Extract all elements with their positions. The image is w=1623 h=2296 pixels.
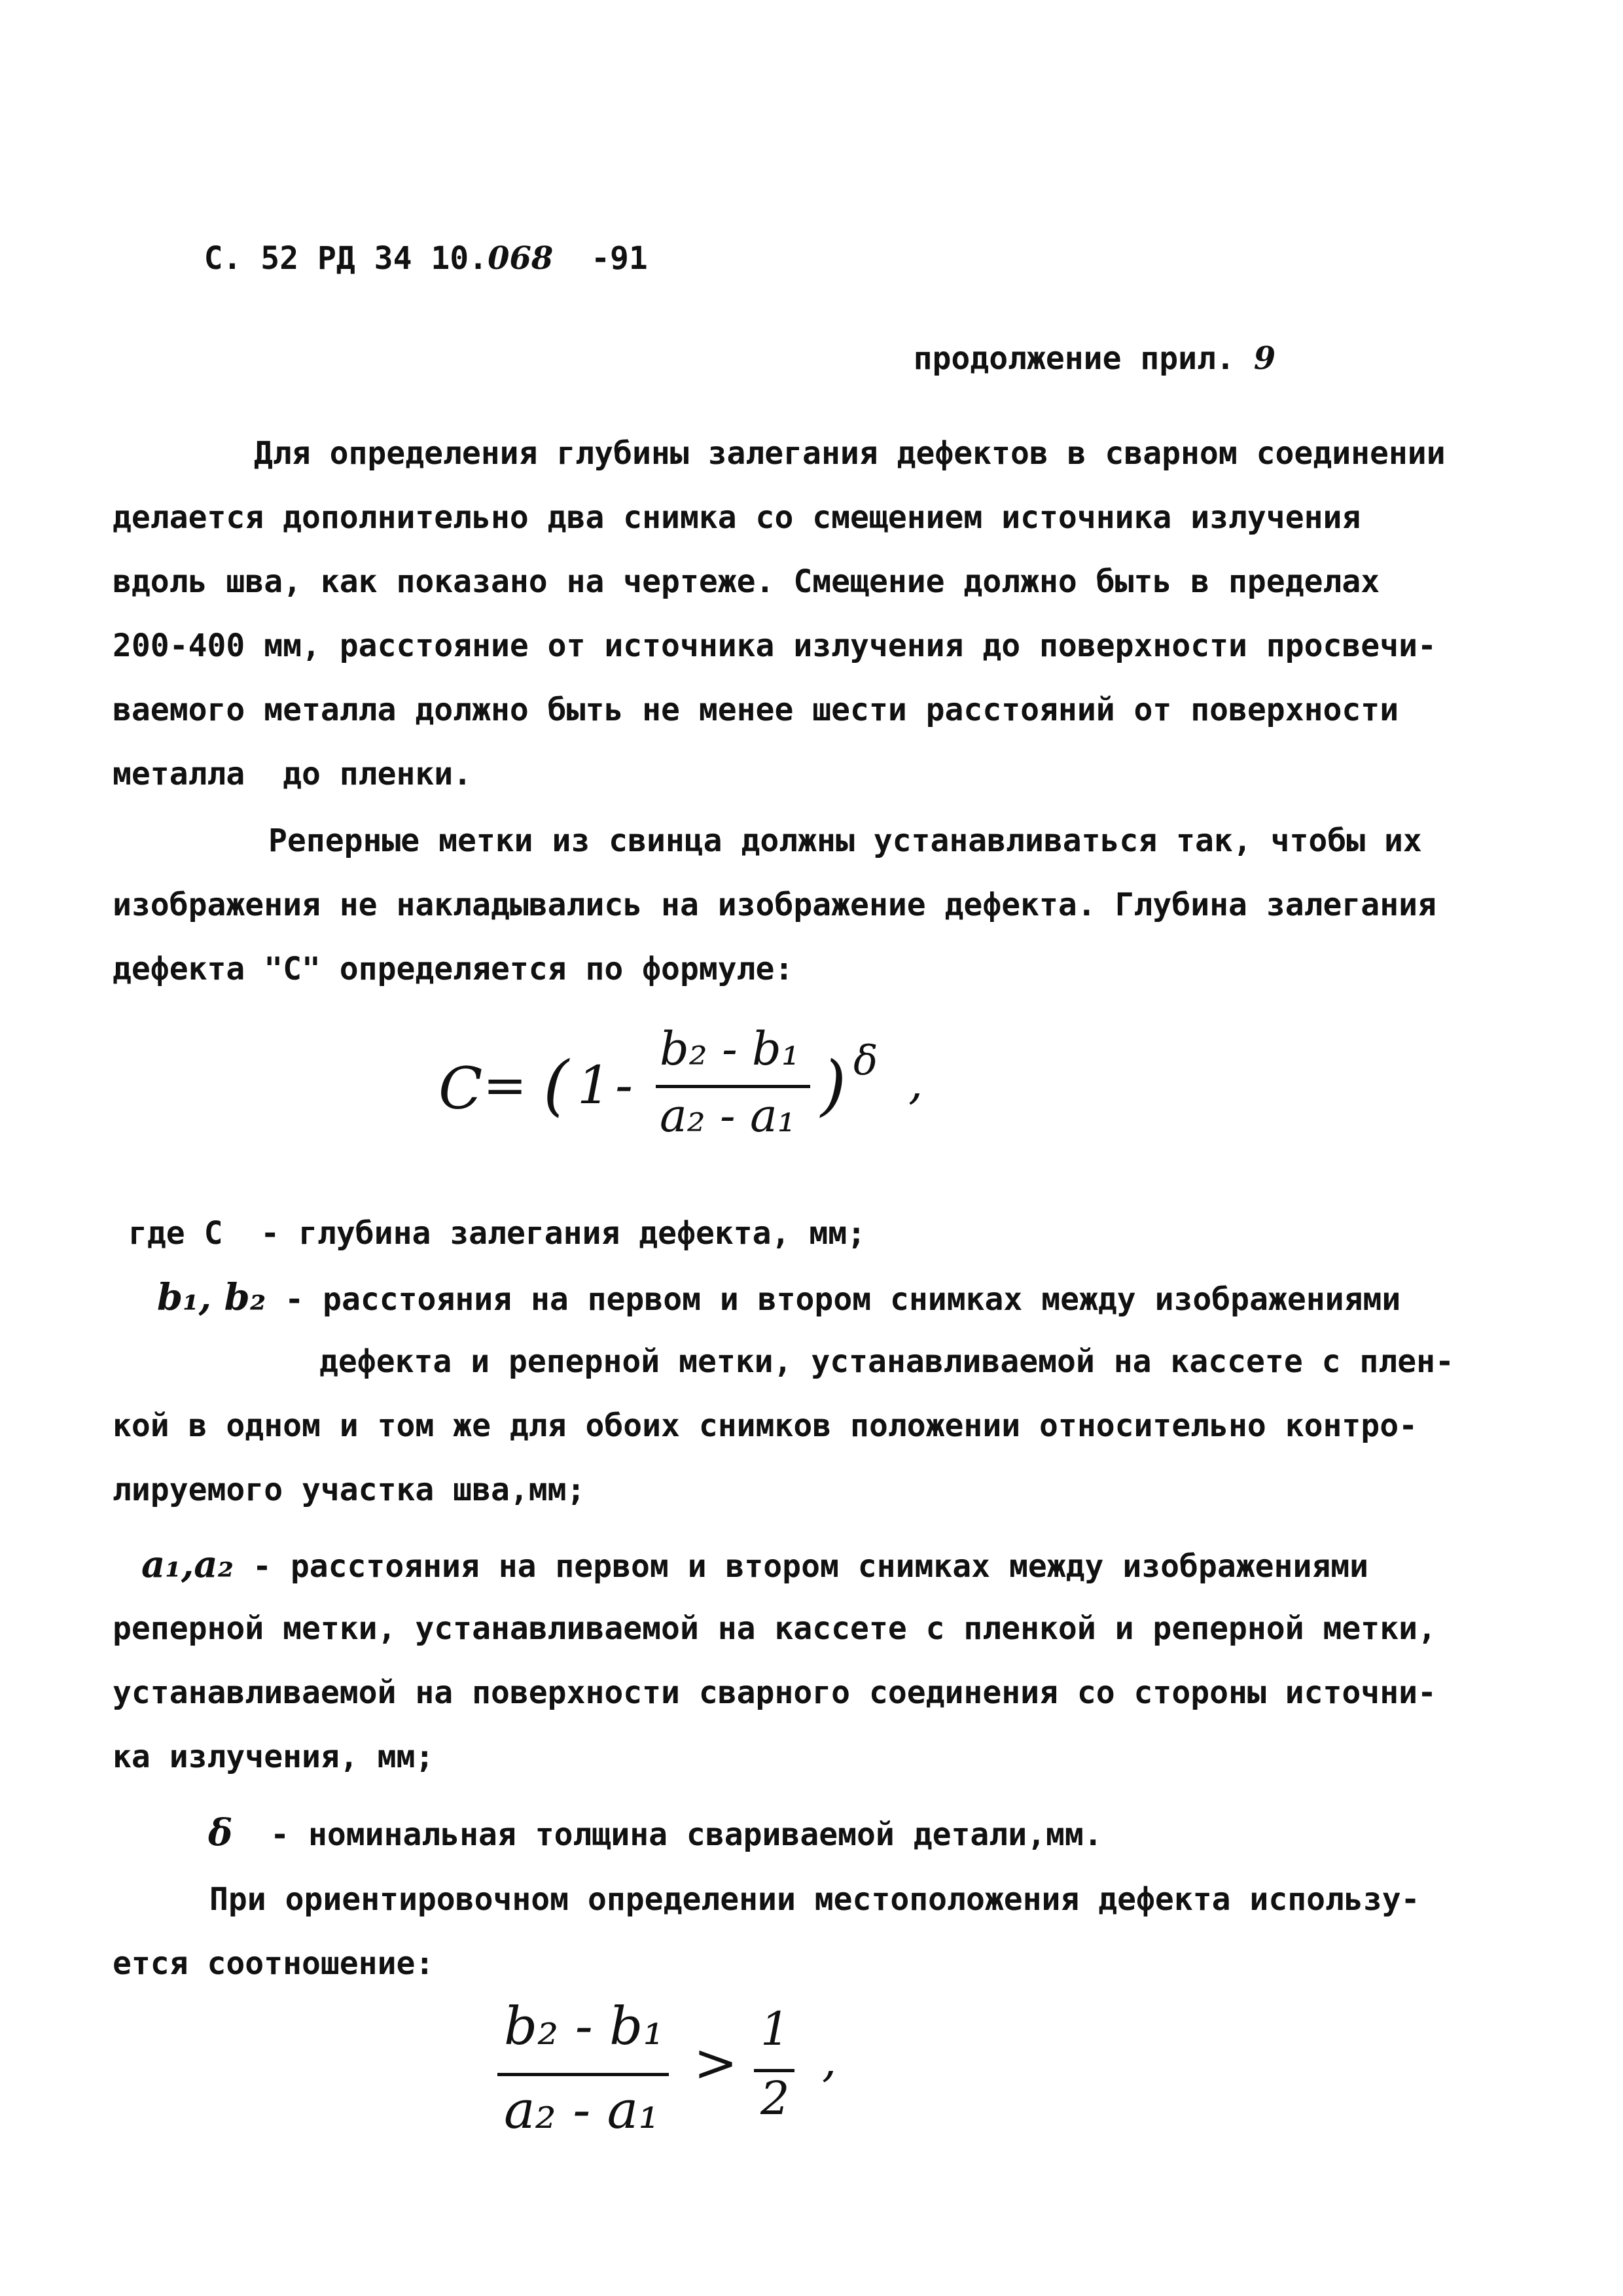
- formula-minus: -: [615, 1055, 633, 1116]
- definition-text: - расстояния на первом и втором снимках между изображениями: [266, 1281, 1401, 1318]
- formula-comma: ,: [908, 1056, 923, 1110]
- paragraph1-line: Для определения глубины залегания дефектов в сварном соединении: [254, 435, 1446, 472]
- paragraph1-line: 200-400 мм, расстояние от источника излучения до поверхности просвечи-: [113, 627, 1436, 664]
- page-header: [128, 200, 648, 317]
- definition-b-line: дефекта и реперной метки, устанавливаемой на кассете с плен-: [319, 1343, 1454, 1380]
- continuation-label: [838, 300, 1275, 417]
- appendix-number: 9: [1253, 340, 1276, 377]
- paragraph1-line: вдоль шва, как показано на чертеже. Смещение должно быть в пределах: [113, 563, 1380, 600]
- formula-thickness: δ: [853, 1036, 878, 1084]
- definition-c: [128, 1214, 866, 1253]
- paragraph3-line: ется соотношение:: [113, 1945, 435, 1982]
- paragraph1-line: металла до пленки.: [113, 756, 473, 792]
- definition-s: [208, 1813, 1103, 1854]
- paragraph1-line: делается дополнительно два снимка со смещением источника излучения: [113, 499, 1361, 536]
- definition-a-line: ка излучения, мм;: [113, 1739, 435, 1775]
- depth-formula: [438, 1021, 936, 1158]
- definition-a: [141, 1545, 1368, 1586]
- definition-text: - глубина залегания дефекта, мм;: [223, 1215, 866, 1252]
- fraction-bar: [656, 1085, 810, 1088]
- formula-open-paren: (: [543, 1047, 569, 1123]
- definition-symbol: a₁,a₂: [141, 1543, 234, 1586]
- definition-text: - расстояния на первом и втором снимках между изображениями: [234, 1548, 1369, 1585]
- definition-a-line: реперной метки, устанавливаемой на кассете с пленкой и реперной метки,: [113, 1610, 1436, 1647]
- continuation-text: продолжение прил.: [913, 340, 1235, 377]
- ratio-denominator: a₂ - a₁: [504, 2079, 660, 2140]
- definition-symbol: b₁, b₂: [157, 1276, 266, 1319]
- definition-a-line: устанавливаемой на поверхности сварного соединения со стороны источни-: [113, 1674, 1436, 1711]
- paragraph1-line: ваемого металла должно быть не менее шести расстояний от поверхности: [113, 692, 1399, 728]
- paragraph2-line: изображения не накладывались на изображение дефекта. Глубина залегания: [113, 887, 1436, 923]
- formula-close-paren: ): [821, 1047, 847, 1123]
- definition-b-line: лируемого участка шва,мм;: [113, 1472, 586, 1508]
- paragraph2-line: дефекта "С" определяется по формуле:: [113, 951, 794, 987]
- fraction-bar: [497, 2073, 669, 2076]
- ratio-relation: >: [694, 2032, 738, 2093]
- half-denominator: 2: [760, 2072, 790, 2125]
- definition-symbol: δ: [208, 1811, 233, 1854]
- ratio-numerator: b₂ - b₁: [504, 1996, 664, 2057]
- definition-b: [157, 1278, 1400, 1319]
- page-code: С. 52 РД 34 10.: [204, 240, 488, 277]
- definition-b-line: кой в одном и том же для обоих снимков положении относительно контро-: [113, 1407, 1418, 1444]
- doc-number: 068: [488, 240, 554, 277]
- paragraph2-line: Реперные метки из свинца должны устанавливаться так, чтобы их: [268, 822, 1422, 859]
- formula-equals: =: [483, 1055, 527, 1116]
- doc-year: -91: [591, 240, 648, 277]
- definition-text: - номинальная толщина свариваемой детали,мм.: [232, 1816, 1103, 1853]
- paragraph3-line: При ориентировочном определении местоположения дефекта использу-: [209, 1881, 1420, 1918]
- formula-one: 1: [577, 1055, 611, 1116]
- formula-denominator: a₂ - a₁: [660, 1089, 796, 1142]
- ratio-comma: ,: [822, 2034, 837, 2087]
- definition-symbol: где С: [128, 1215, 223, 1252]
- formula-numerator: b₂ - b₁: [660, 1022, 800, 1076]
- ratio-formula: [497, 1996, 916, 2166]
- half-numerator: 1: [760, 2002, 790, 2056]
- formula-lhs: С: [438, 1055, 483, 1122]
